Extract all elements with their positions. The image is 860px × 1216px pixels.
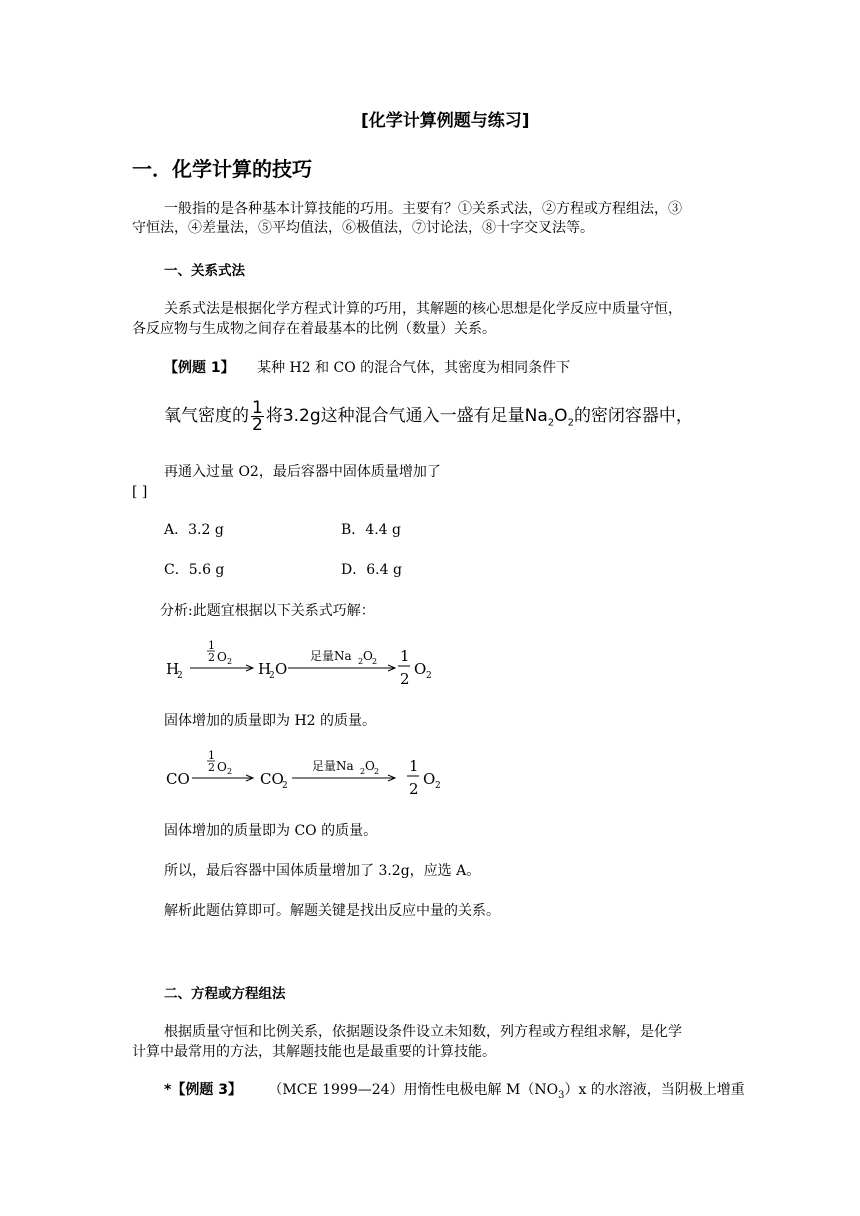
section-heading-techniques: 一．化学计算的技巧: [132, 157, 312, 181]
eq2-a2-sub2: 2: [374, 767, 380, 776]
eq2-end-num: 1: [409, 757, 419, 775]
half-fraction: [251, 397, 264, 435]
frac-den: 2: [252, 414, 263, 435]
formula-sub-1: 2: [547, 417, 555, 429]
eq1-a2-label: 足量Na: [310, 649, 352, 663]
example3-label: *【例题 3】: [164, 1082, 242, 1098]
eq2-a1-num: 1: [208, 749, 215, 762]
example3-text-after: ）x 的水溶液，当阴极上增重: [564, 1082, 745, 1098]
formula-suffix: 的密闭容器中，: [573, 406, 693, 426]
eq2-mid: CO: [260, 770, 284, 788]
after-eq2: 固体增加的质量即为 CO 的质量。: [164, 823, 378, 839]
method1-desc-line-2: 各反应物与生成物之间存在着最基本的比例（数量）关系。: [132, 321, 496, 337]
after-eq1: 固体增加的质量即为 H2 的质量。: [164, 713, 377, 729]
eq1-a2-sub1: 2: [358, 657, 364, 666]
eq1-a1-o: O: [217, 650, 227, 664]
eq1-a1-num: 1: [208, 639, 215, 652]
example1-text: 某种 H2 和 CO 的混合气体，其密度为相同条件下: [257, 360, 571, 376]
eq1-a2-o: O: [363, 649, 373, 663]
formula-o: O: [554, 406, 568, 426]
eq1-end-den: 2: [400, 670, 410, 688]
page-title: [化学计算例题与练习]: [361, 111, 530, 131]
eq1-a2-sub2: 2: [372, 657, 378, 666]
formula-mid: 将3.2g这种混合气通入一盛有足量Na: [265, 406, 548, 426]
example3-stem: [164, 1077, 745, 1109]
eq1-end-o: O: [414, 660, 427, 678]
eq1-mid-sub: 2: [269, 671, 275, 681]
eq2-end-o: O: [423, 770, 436, 788]
example1-line-3: 再通入过量 O2，最后容器中固体质量增加了: [164, 464, 441, 480]
example1-stem: [164, 355, 570, 381]
method-heading-equation: 二、方程或方程组法: [164, 986, 286, 1002]
option-c: C．5.6 g: [164, 562, 225, 578]
eq2-a1-o: O: [217, 760, 227, 774]
eq1-end-sub: 2: [426, 671, 432, 681]
eq2-a2-label: 足量Na: [312, 759, 354, 773]
formula-prefix: 氧气密度的: [164, 406, 249, 426]
method2-desc-line-1: 根据质量守恒和比例关系，依据题设条件设立未知数，列方程或方程组求解，是化学: [164, 1024, 682, 1040]
method2-desc-line-2: 计算中最常用的方法，其解题技能也是最重要的计算技能。: [132, 1044, 496, 1060]
eq1-a1-den: 2: [208, 651, 215, 664]
intro-line-1: 一般指的是各种基本计算技能的巧用。主要有？①关系式法，②方程或方程组法，③: [164, 201, 682, 217]
eq2-a2-o: O: [365, 759, 375, 773]
conclusion: 所以，最后容器中国体质量增加了 3.2g，应选 A。: [164, 863, 481, 879]
example1-label: 【例题 1】: [164, 360, 235, 376]
eq2-a2-sub1: 2: [360, 767, 366, 776]
eq1-start: H: [166, 660, 180, 678]
method-heading-relation: 一、关系式法: [164, 263, 245, 279]
eq2-start: CO: [166, 770, 190, 788]
analysis-intro: 分析:此题宜根据以下关系式巧解：: [160, 603, 375, 619]
method1-desc-line-1: 关系式法是根据化学方程式计算的巧用，其解题的核心思想是化学反应中质量守恒，: [164, 301, 682, 317]
eq1-mid-o: O: [275, 660, 288, 678]
option-b: B．4.4 g: [341, 522, 401, 538]
frac-num: 1: [252, 397, 263, 418]
reaction-scheme-h2: [160, 636, 460, 692]
option-a: A．3.2 g: [164, 522, 224, 538]
formula-sub-2: 2: [567, 417, 574, 429]
reaction-scheme-co: [160, 746, 460, 802]
example3-sub: 3: [558, 1089, 565, 1101]
eq2-end-den: 2: [409, 780, 419, 798]
eq1-start-sub: 2: [177, 671, 183, 681]
answer-bracket: [ ]: [132, 484, 148, 500]
eq2-a1-den: 2: [208, 761, 215, 774]
remark: 解析此题估算即可。解题关键是找出反应中量的关系。: [164, 903, 500, 919]
example1-formula-line: [164, 396, 693, 443]
eq2-end-sub: 2: [435, 781, 441, 791]
eq2-a1-sub: 2: [227, 767, 233, 776]
option-d: D．6.4 g: [341, 562, 402, 578]
eq1-mid-h: H: [258, 660, 272, 678]
eq1-a1-sub: 2: [227, 657, 233, 666]
eq2-mid-sub: 2: [282, 781, 288, 791]
intro-line-2: 守恒法，④差量法，⑤平均值法，⑥极值法，⑦讨论法，⑧十字交叉法等。: [132, 220, 594, 236]
example3-text-before: （MCE 1999—24）用惰性电极电解 M（NO: [268, 1082, 559, 1098]
eq1-end-num: 1: [400, 647, 410, 665]
